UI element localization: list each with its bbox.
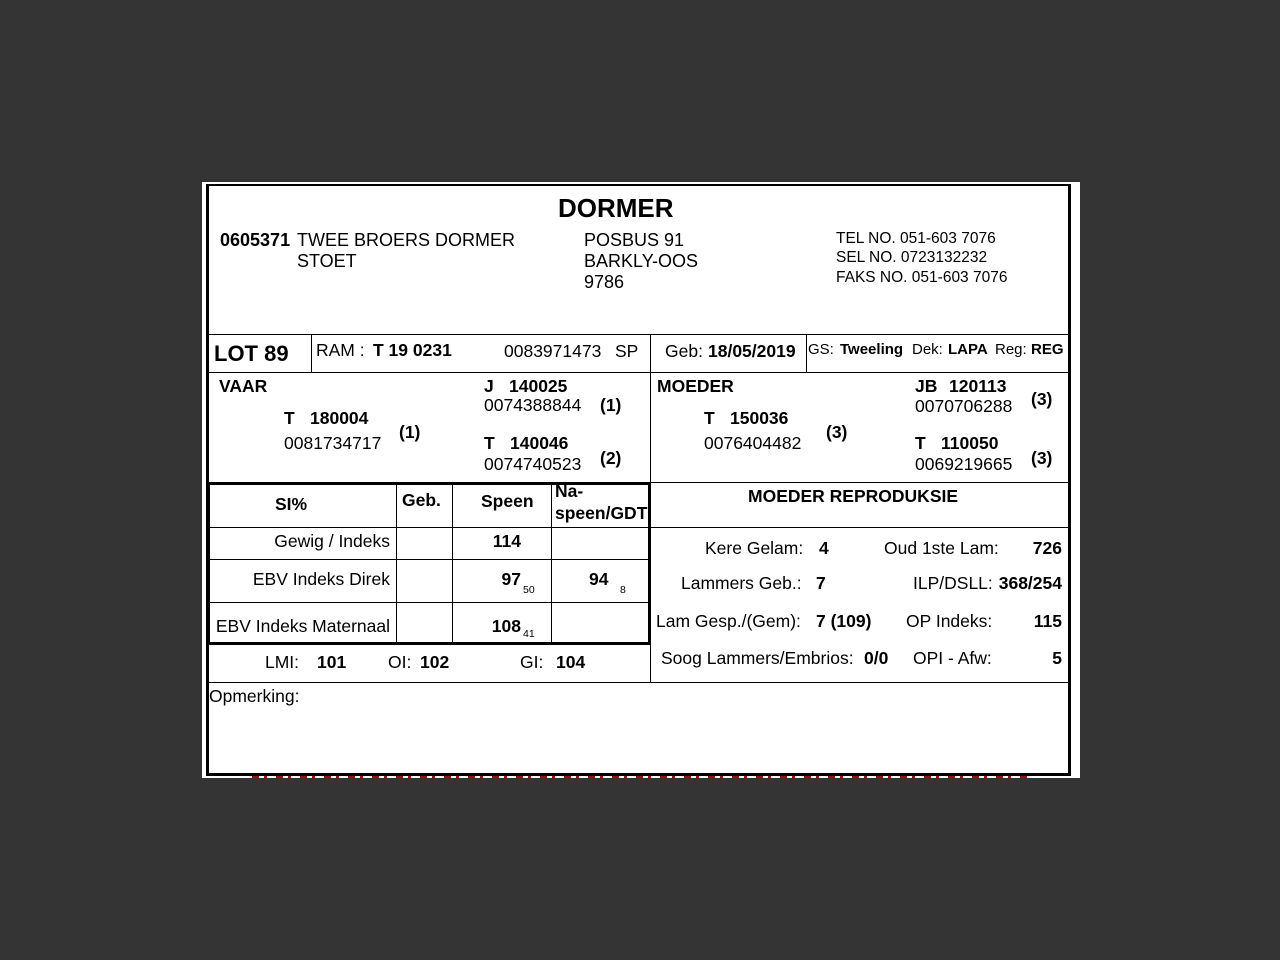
reproduction-value: 115 <box>1033 611 1062 631</box>
oi-value: 102 <box>420 652 450 672</box>
index-table-col-line <box>396 485 397 642</box>
sire-number: 0081734717 <box>284 433 382 453</box>
reproduction-label: Oud 1ste Lam: <box>884 538 999 558</box>
header-geb: Geb. <box>402 490 441 510</box>
oi-label: OI: <box>388 652 412 672</box>
reproduction-label: OP Indeks: <box>906 611 993 631</box>
header-naspeen-line2: speen/GDT <box>555 503 648 523</box>
ebv-maternal-speen: 108 <box>491 616 521 636</box>
reproduction-label: OPI - Afw: <box>913 648 992 668</box>
lmi-value: 101 <box>317 652 347 672</box>
remarks-label: Opmerking: <box>209 686 300 706</box>
row-label-ebv-direct: EBV Indeks Direk <box>252 569 390 589</box>
ram-number: 0083971473 <box>504 341 602 361</box>
reg-label: Reg: <box>995 341 1027 358</box>
address-line: BARKLY-OOS <box>584 251 699 271</box>
row-label-weight-index: Gewig / Indeks <box>274 531 390 551</box>
summary-center-separator <box>650 645 651 682</box>
lot-ram-separator <box>311 334 312 372</box>
sire-sire-prefix: J <box>484 376 494 396</box>
reproduction-value: 368/254 <box>998 573 1062 593</box>
gi-label: GI: <box>520 652 544 672</box>
ebv-direct-naspeen: 94 <box>589 569 609 589</box>
ram-label: RAM : <box>316 340 365 360</box>
reproduction-value: 7 <box>816 573 826 593</box>
index-table-row-line <box>210 559 648 560</box>
lot-row-divider <box>209 372 1068 373</box>
reproduction-value: 7 (109) <box>816 611 872 631</box>
sire-grade: (1) <box>399 422 421 442</box>
reproduction-header-divider <box>651 527 1068 528</box>
birth-gs-separator <box>806 334 807 372</box>
sire-dam-prefix: T <box>484 433 495 453</box>
reproduction-value: 0/0 <box>864 648 889 668</box>
dam-dam-prefix: T <box>915 433 926 453</box>
breeder-id: 0605371 <box>220 230 291 250</box>
sire-sire-number: 0074388844 <box>484 395 582 415</box>
sire-dam-number: 0074740523 <box>484 454 582 474</box>
gs-value: Tweeling <box>840 341 904 358</box>
dam-prefix: T <box>704 408 715 428</box>
contact-fax: FAKS NO. 051-603 7076 <box>836 269 1008 286</box>
reproduction-value: 5 <box>1052 648 1062 668</box>
dam-sire-id: 120113 <box>949 376 1007 396</box>
reproduction-value: 726 <box>1032 538 1062 558</box>
weight-index-speen: 114 <box>492 531 521 551</box>
dam-sire-prefix: JB <box>915 376 938 396</box>
index-table-row-line <box>210 527 648 528</box>
reproduction-label: Soog Lammers/Embrios: <box>661 648 854 668</box>
contact-cell: SEL NO. 0723132232 <box>836 249 988 266</box>
breed-title: DORMER <box>558 193 674 223</box>
breeder-name-line1: TWEE BROERS DORMER <box>297 230 516 250</box>
reproduction-label: ILP/DSLL: <box>913 573 993 593</box>
remarks-divider <box>209 682 1068 683</box>
contact-tel: TEL NO. 051-603 7076 <box>836 230 996 247</box>
dam-grade: (3) <box>826 422 848 442</box>
reg-value: REG <box>1031 341 1064 358</box>
dam-number: 0076404482 <box>704 433 802 453</box>
sire-prefix: T <box>284 408 295 428</box>
index-table-col-line <box>452 485 453 642</box>
address-line: 9786 <box>584 272 625 292</box>
reproduction-label: Kere Gelam: <box>705 538 804 558</box>
reproduction-title: MOEDER REPRODUKSIE <box>748 486 959 506</box>
dam-id: 150036 <box>730 408 789 428</box>
sire-sire-grade: (1) <box>600 395 622 415</box>
sire-dam-grade: (2) <box>600 448 622 468</box>
header-divider <box>209 334 1068 335</box>
lmi-label: LMI: <box>265 652 300 672</box>
ram-birth-separator <box>650 334 651 372</box>
dam-dam-id: 110050 <box>941 433 999 453</box>
reproduction-label: Lammers Geb.: <box>681 573 802 593</box>
reproduction-value: 4 <box>819 538 829 558</box>
index-table-col-line <box>551 485 552 642</box>
birth-date: 18/05/2019 <box>708 341 796 361</box>
dam-dam-grade: (3) <box>1031 448 1053 468</box>
dek-value: LAPA <box>948 341 988 358</box>
reproduction-label: Lam Gesp./(Gem): <box>656 611 801 631</box>
pedigree-divider <box>651 482 1068 483</box>
dam-label: MOEDER <box>657 376 734 396</box>
breeder-name-line2: STOET <box>297 251 357 271</box>
lot-number: LOT 89 <box>214 341 289 366</box>
sire-id: 180004 <box>310 408 369 428</box>
index-table-row-line <box>210 602 648 603</box>
dam-sire-number: 0070706288 <box>915 396 1013 416</box>
ram-suffix: SP <box>615 341 639 361</box>
sire-sire-id: 140025 <box>509 376 568 396</box>
ebv-direct-speen-accuracy: 50 <box>523 584 535 596</box>
address-line: POSBUS 91 <box>584 230 685 250</box>
header-si: SI% <box>275 494 308 514</box>
dam-dam-number: 0069219665 <box>915 454 1013 474</box>
cut-off-footer-text <box>252 776 1032 778</box>
ram-id: T 19 0231 <box>373 340 452 360</box>
dam-sire-grade: (3) <box>1031 389 1053 409</box>
ebv-direct-speen: 97 <box>501 569 521 589</box>
gs-label: GS: <box>808 341 834 358</box>
pedigree-center-separator <box>650 372 651 482</box>
sire-label: VAAR <box>219 376 268 396</box>
header-naspeen-line1: Na- <box>555 481 584 501</box>
birth-label: Geb: <box>665 341 703 361</box>
gi-value: 104 <box>556 652 586 672</box>
header-speen: Speen <box>481 491 534 511</box>
dek-label: Dek: <box>912 341 943 358</box>
ebv-maternal-speen-accuracy: 41 <box>523 628 535 640</box>
sire-dam-id: 140046 <box>510 433 569 453</box>
ebv-direct-naspeen-accuracy: 8 <box>620 584 626 596</box>
row-label-ebv-maternal: EBV Indeks Maternaal <box>215 616 390 636</box>
